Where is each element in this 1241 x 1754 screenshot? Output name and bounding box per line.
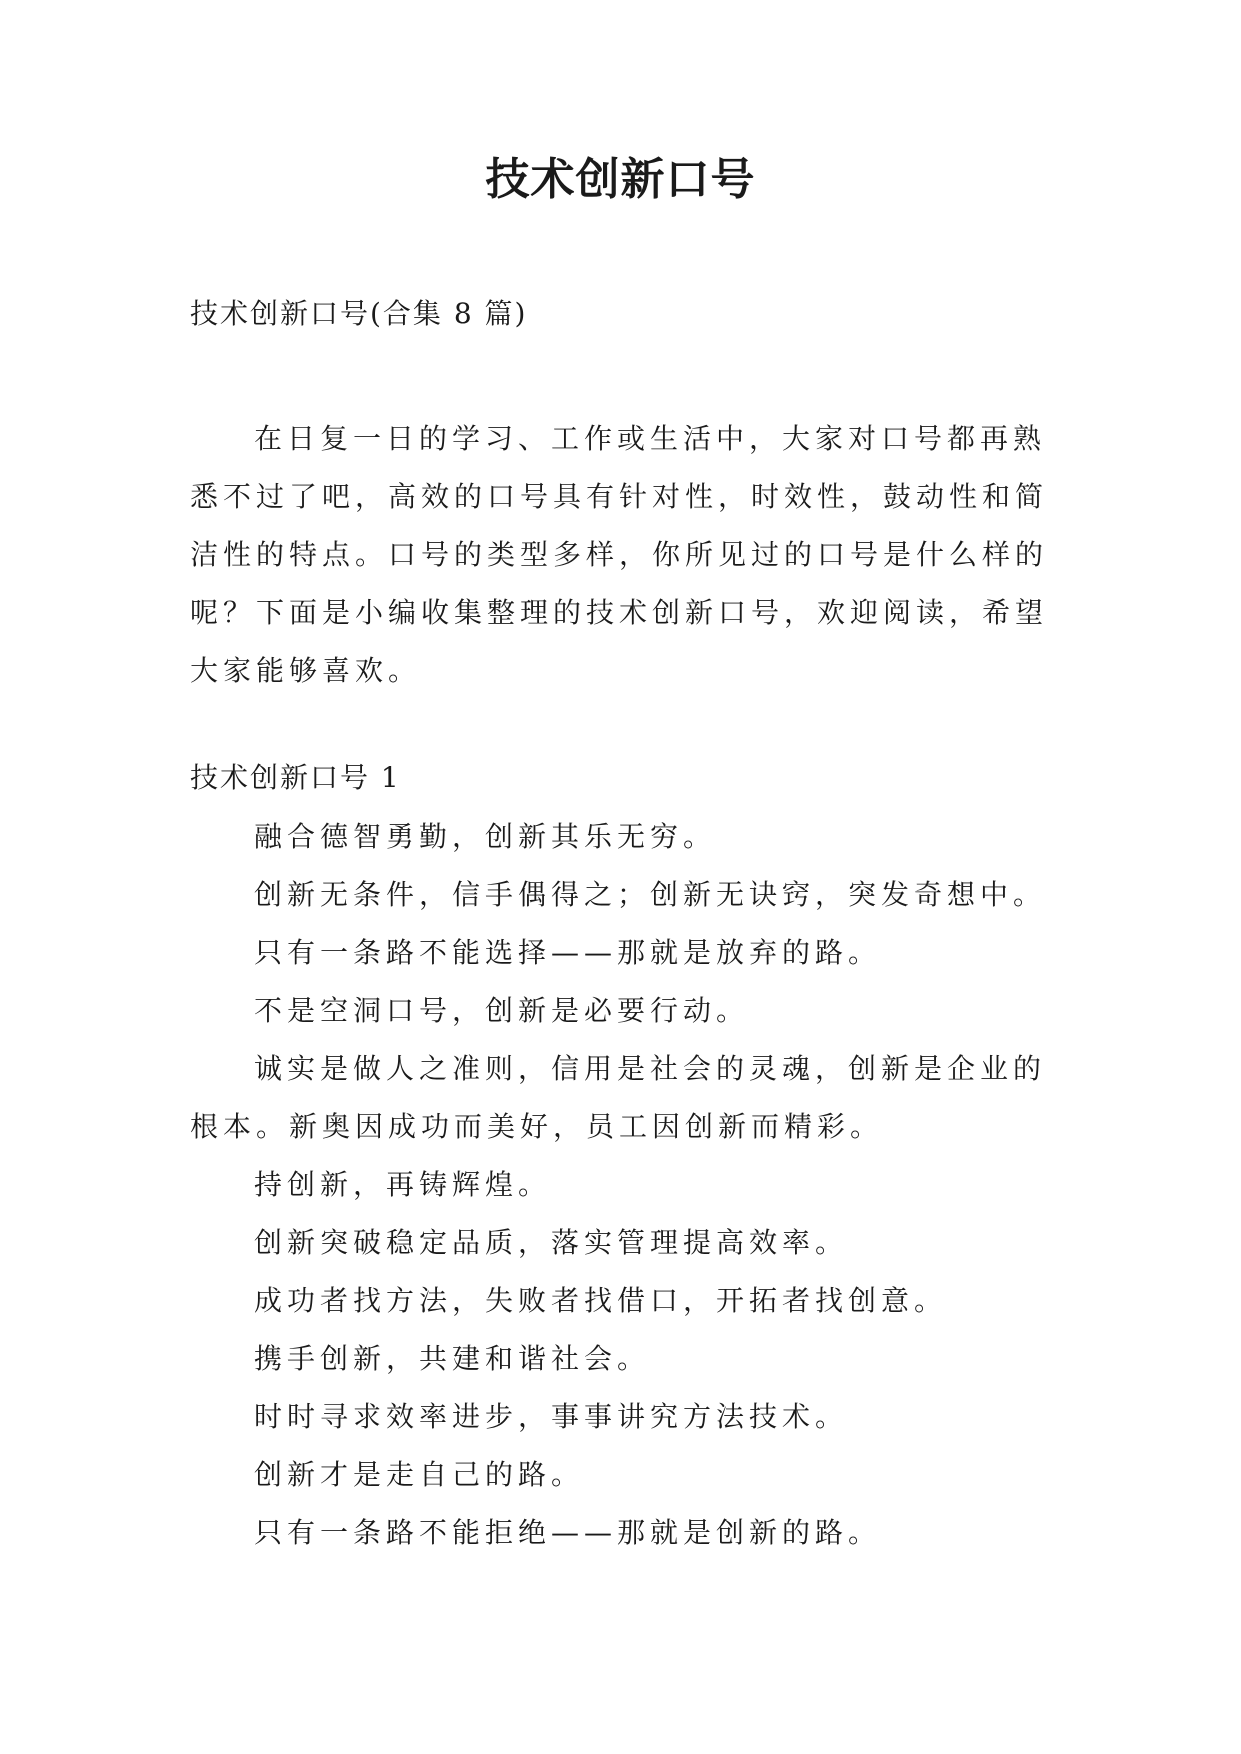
slogan-item: 成功者找方法，失败者找借口，开拓者找创意。 bbox=[254, 1284, 948, 1317]
intro-paragraph: 在日复一日的学习、工作或生活中，大家对口号都再熟悉不过了吧，高效的口号具有针对性，时效性，鼓动性和简洁性的特点。口号的类型多样，你所见过的口号是什么样的呢？下面是小编收集整理的技术创新口号，欢迎阅读，希望大家能够喜欢。 bbox=[190, 422, 1049, 687]
slogan-item: 不是空洞口号，创新是必要行动。 bbox=[254, 994, 750, 1027]
slogan-item: 创新无条件，信手偶得之；创新无诀窍，突发奇想中。 bbox=[254, 878, 1047, 911]
slogan-item: 创新突破稳定品质，落实管理提高效率。 bbox=[254, 1226, 849, 1259]
slogan-item: 只有一条路不能拒绝——那就是创新的路。 bbox=[254, 1516, 882, 1549]
document-title: 技术创新口号 bbox=[485, 154, 756, 205]
slogan-item: 时时寻求效率进步，事事讲究方法技术。 bbox=[254, 1400, 849, 1433]
document-subtitle: 技术创新口号(合集 8 篇) bbox=[190, 297, 528, 330]
slogan-item: 诚实是做人之准则，信用是社会的灵魂，创新是企业的根本。新奥因成功而美好，员工因创新而精彩。 bbox=[190, 1052, 1047, 1143]
slogan-list bbox=[190, 808, 1060, 1562]
section-heading: 技术创新口号 1 bbox=[190, 761, 401, 794]
slogan-item: 携手创新，共建和谐社会。 bbox=[254, 1342, 651, 1375]
slogan-item: 持创新，再铸辉煌。 bbox=[254, 1168, 552, 1201]
slogan-item: 只有一条路不能选择——那就是放弃的路。 bbox=[254, 936, 882, 969]
slogan-item: 创新才是走自己的路。 bbox=[254, 1458, 585, 1491]
slogan-item: 融合德智勇勤，创新其乐无穷。 bbox=[254, 820, 717, 853]
